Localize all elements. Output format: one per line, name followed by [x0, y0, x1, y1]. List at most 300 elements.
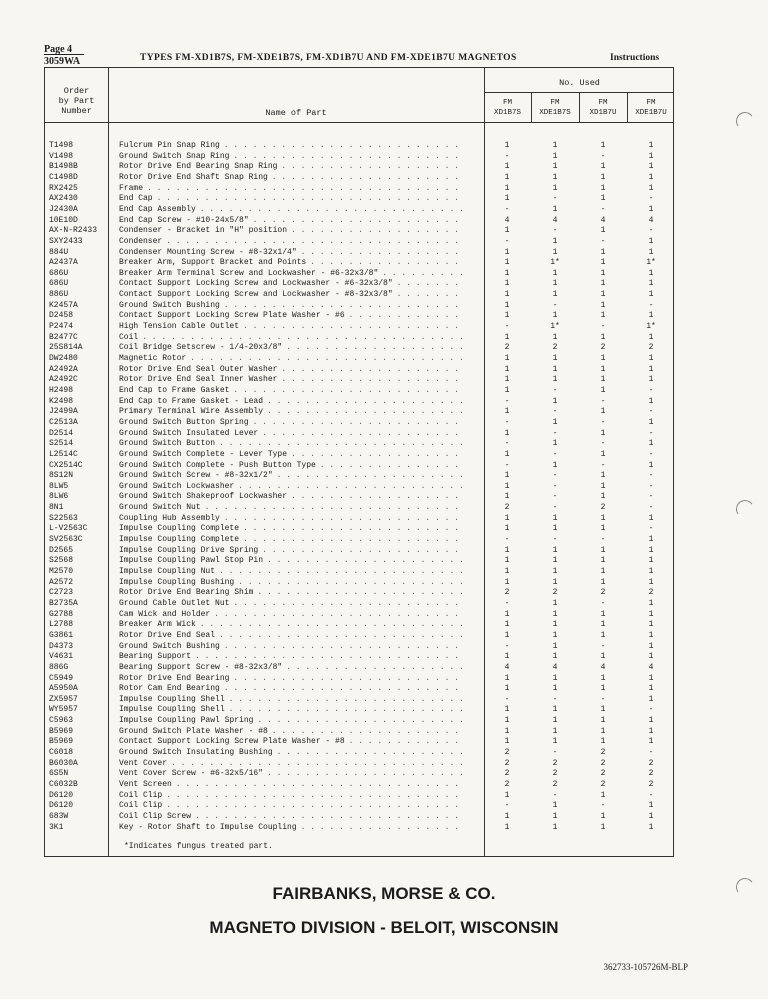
part-name: Contact Support Locking Screw and Lockwasher - #8-32x3/8": [119, 290, 393, 300]
quantity-cell: 1*: [550, 258, 560, 268]
quantity-cell: 1: [504, 428, 510, 438]
part-name: Coil Clip: [119, 790, 163, 800]
quantity-cell: 1: [648, 545, 654, 555]
part-number: WY5957: [49, 705, 78, 715]
quantity-cell: 1: [504, 673, 510, 683]
leader-dots: . . . . . . . . . . . . . . . . . . . . . .: [257, 588, 464, 598]
part-number: 6S5N: [49, 769, 69, 779]
part-number: A2492C: [49, 375, 78, 385]
part-number: C2513A: [49, 417, 78, 427]
leader-dots: . . . . . . . . . . . . . . . . . . .: [281, 375, 460, 385]
quantity-cell: 1: [504, 556, 510, 566]
part-number: J2499A: [49, 407, 78, 417]
used-column-header: No. Used: [559, 78, 600, 88]
leader-dots: . . . . . . . . . . . . . . . . . .: [291, 226, 460, 236]
quantity-cell: 1: [504, 290, 510, 300]
quantity-cell: 1: [600, 364, 606, 374]
quantity-cell: 1: [504, 407, 510, 417]
table-row: [45, 322, 675, 333]
quantity-cell: 1: [552, 375, 558, 385]
model-header: FM XDE1B7S: [539, 99, 571, 117]
leader-dots: . . . . . . . . . . . . . . . . . . .: [281, 364, 460, 374]
quantity-cell: 1: [552, 524, 558, 534]
punch-hole-icon: [735, 499, 756, 520]
leader-dots: . . . . . . . . . . . . . . . . . . .: [281, 162, 460, 172]
leader-dots: . . . . . . . . . . . . . . . . . . . .: [271, 172, 460, 182]
quantity-cell: 1: [552, 354, 558, 363]
quantity-cell: 1: [552, 630, 558, 640]
quantity-cell: 1: [600, 524, 606, 534]
quantity-cell: 1: [600, 279, 606, 289]
part-name: Ground Switch Insulating Bushing: [119, 748, 273, 758]
part-number: 8N1: [49, 503, 64, 513]
quantity-cell: 4: [648, 662, 654, 672]
part-name: High Tension Cable Outlet: [119, 322, 240, 332]
quantity-cell: 1: [600, 141, 606, 150]
part-name: End Cap to Frame Gasket: [119, 385, 230, 395]
part-number: C5963: [49, 716, 74, 726]
quantity-cell: 2: [600, 769, 606, 779]
part-number: L2514C: [49, 449, 78, 459]
table-row: [45, 801, 675, 812]
table-row: [45, 194, 675, 205]
table-row: [45, 514, 675, 525]
part-name: Condenser - Bracket in "H" position: [119, 226, 288, 236]
quantity-cell: 1: [504, 524, 510, 534]
quantity-cell: 1: [504, 481, 510, 491]
part-name: Ground Switch Screw - #8-32x1/2": [119, 471, 273, 481]
quantity-cell: 2: [552, 758, 558, 768]
part-number: 3K1: [49, 822, 64, 832]
quantity-cell: 1: [648, 513, 654, 523]
quantity-cell: 4: [600, 215, 606, 225]
part-name: Impulse Coupling Shell: [119, 705, 225, 715]
section-label: Instructions: [610, 53, 660, 63]
part-number: 8S12N: [49, 471, 74, 481]
name-column-header: Name of Part: [265, 108, 327, 118]
quantity-cell: 1: [600, 258, 606, 268]
quantity-cell: 1: [600, 428, 606, 438]
quantity-cell: 1: [504, 630, 510, 640]
table-row: [45, 620, 675, 631]
leader-dots: . . . . . . . . . . . . . . . . . . . . . . . . . . . . . . .: [166, 801, 460, 811]
quantity-cell: 1: [648, 620, 654, 630]
leader-dots: . . . . . . . . . . . . . . . . . . . . . . . . . . .: [204, 503, 460, 513]
part-name: Rotor Drive End Bearing Shim: [119, 588, 254, 598]
part-name: Rotor Drive End Seal Outer Washer: [119, 364, 278, 374]
part-number: A5950A: [49, 684, 78, 694]
leader-dots: . . . . . . . . . . . . . . . . . . . . . . . . .: [228, 705, 464, 715]
quantity-cell: 2: [504, 769, 510, 779]
quantity-cell: 1: [600, 407, 606, 417]
quantity-cell: 1: [648, 726, 654, 736]
quantity-cell: 2: [552, 588, 558, 598]
quantity-cell: -: [648, 385, 654, 395]
part-number: V4631: [49, 652, 74, 662]
table-row: [45, 695, 675, 706]
quantity-cell: 4: [552, 215, 558, 225]
division-name: MAGNETO DIVISION - BELOIT, WISCONSIN: [209, 918, 559, 937]
part-number: 8LW5: [49, 481, 69, 491]
table-row: [45, 727, 675, 738]
quantity-cell: -: [600, 151, 606, 161]
quantity-cell: 1: [648, 183, 654, 193]
quantity-cell: 4: [648, 215, 654, 225]
quantity-cell: 1: [504, 545, 510, 555]
quantity-cell: 1: [504, 684, 510, 694]
leader-dots: . . . . . . . . . . . . . . . . . .: [291, 492, 460, 502]
quantity-cell: 2: [648, 780, 654, 789]
quantity-cell: 1: [504, 183, 510, 193]
part-number: B6030A: [49, 758, 78, 768]
quantity-cell: 1: [648, 364, 654, 374]
part-number: K2498: [49, 396, 74, 406]
part-name: Coil Clip: [119, 801, 163, 811]
part-number: ZX5957: [49, 694, 78, 704]
quantity-cell: -: [552, 407, 558, 417]
leader-dots: . . . . . . . . . . . . . . . . . . . . .: [267, 407, 464, 417]
quantity-cell: 2: [552, 780, 558, 789]
quantity-cell: 2: [552, 343, 558, 353]
leader-dots: . . . . . . . . . . . . . . . . . . . . . . . . . . . .: [199, 204, 464, 214]
part-name: Ground Switch Insulated Lever: [119, 428, 259, 438]
quantity-cell: 1: [600, 652, 606, 662]
part-name: Fulcrum Pin Snap Ring: [119, 141, 220, 150]
table-row: [45, 279, 675, 290]
leader-dots: . . . . . . . . . . . . . . . . . . . . . . . . . .: [219, 567, 464, 576]
part-number: B2735A: [49, 598, 78, 608]
quantity-cell: -: [648, 407, 654, 417]
leader-dots: . . . . . . . . . . . . . . . . . . . . . . . . . . . . . . .: [171, 758, 464, 768]
part-number: CX2514C: [49, 460, 83, 470]
leader-dots: . . . . . . . . . . . . . . . . . . . . . . . . . . . . . . .: [166, 236, 460, 246]
quantity-cell: 2: [504, 748, 510, 758]
part-name: Breaker Arm Wick: [119, 620, 196, 630]
table-row: [45, 759, 675, 770]
quantity-cell: 1: [600, 354, 606, 363]
quantity-cell: 2: [600, 758, 606, 768]
quantity-cell: -: [648, 524, 654, 534]
quantity-cell: -: [648, 300, 654, 310]
part-number: S22563: [49, 513, 78, 523]
quantity-cell: 1: [648, 673, 654, 683]
part-number: D2565: [49, 545, 74, 555]
quantity-cell: 1: [552, 609, 558, 619]
quantity-cell: 1: [552, 716, 558, 726]
quantity-cell: -: [552, 300, 558, 310]
quantity-cell: -: [600, 322, 606, 332]
table-row: [45, 397, 675, 408]
model-header: FM XDE1B7U: [635, 99, 667, 117]
leader-dots: . . . . . . . . . . . .: [348, 311, 460, 321]
leader-dots: . . . . . . . . . . . . . . . . . . . . . . . . . . . .: [195, 811, 460, 821]
part-number: AX-N-R2433: [49, 226, 98, 236]
quantity-cell: 1: [648, 354, 654, 363]
leader-dots: . . . . . . . . . . . . . . . . . . . . . . . . .: [223, 684, 460, 694]
part-name: Ground Switch Complete - Lever Type: [119, 449, 288, 459]
quantity-cell: -: [648, 492, 654, 502]
part-name: Cam Wick and Holder: [119, 609, 211, 619]
quantity-cell: -: [648, 471, 654, 481]
leader-dots: . . . . . . . . . . . . . . . . . .: [291, 449, 460, 459]
quantity-cell: 1: [648, 460, 654, 470]
quantity-cell: 2: [600, 748, 606, 758]
part-number: 886G: [49, 662, 69, 672]
table-row: [45, 663, 675, 674]
leader-dots: . . . . . . . . . . . . . . . . . . . . . . . . .: [228, 694, 464, 704]
quantity-cell: 1: [600, 385, 606, 395]
quantity-cell: 1: [600, 790, 606, 800]
leader-dots: . . . . . . . . . . . . . . . . . . . . . . . . . . . .: [199, 620, 464, 630]
table-row: [45, 375, 675, 386]
part-number: M2570: [49, 567, 74, 576]
part-name: Coil Clip Screw: [119, 811, 192, 821]
table-row: [45, 556, 675, 567]
quantity-cell: -: [648, 705, 654, 715]
punch-hole-icon: [735, 111, 756, 132]
quantity-cell: -: [504, 151, 510, 161]
table-row: [45, 301, 675, 312]
part-number: A2492A: [49, 364, 78, 374]
leader-dots: . . . . . . . . . . . . . . . . . . . . . . . . . .: [214, 609, 460, 619]
quantity-cell: 1: [552, 545, 558, 555]
quantity-cell: 1: [552, 705, 558, 715]
quantity-cell: 1: [648, 598, 654, 608]
quantity-cell: 1: [552, 822, 558, 832]
leader-dots: . . . . . . . . . . . . . . . . . . . . . . .: [243, 535, 460, 545]
quantity-cell: -: [504, 694, 510, 704]
quantity-cell: 1: [504, 162, 510, 172]
quantity-cell: 1: [552, 151, 558, 161]
part-number: G3861: [49, 630, 74, 640]
quantity-cell: 1: [504, 449, 510, 459]
leader-dots: . . . . . . . . . . . . . . . . . . . . . . . . . . . . . . . . .: [147, 183, 460, 193]
leader-dots: . . . . . . . . .: [382, 268, 464, 278]
quantity-cell: 2: [648, 769, 654, 779]
quantity-cell: -: [504, 396, 510, 406]
document-code: 3059WA: [44, 56, 81, 67]
part-name: Impulse Coupling Drive Spring: [119, 545, 259, 555]
table-row: [45, 652, 675, 663]
part-number: B1498B: [49, 162, 78, 172]
table-row: [45, 578, 675, 589]
quantity-cell: 1: [552, 737, 558, 747]
leader-dots: . . . . . . . . . . . . . . . . . . . . . . . .: [233, 385, 460, 395]
table-row: [45, 226, 675, 237]
table-row: [45, 205, 675, 216]
quantity-cell: 1: [648, 716, 654, 726]
quantity-cell: 1: [648, 822, 654, 832]
leader-dots: . . . . . . . . . . . . . . . . . . . . . .: [257, 716, 464, 726]
part-number: K2457A: [49, 300, 78, 310]
quantity-cell: 1: [648, 204, 654, 214]
leader-dots: . . . . . . . . . . . . . . . . . . .: [286, 343, 464, 353]
table-row: [45, 365, 675, 376]
table-row: [45, 503, 675, 514]
table-row: [45, 482, 675, 493]
quantity-cell: 1: [504, 716, 510, 726]
quantity-cell: 1: [600, 620, 606, 630]
table-row: [45, 610, 675, 621]
part-number: D2458: [49, 311, 74, 321]
part-name: Breaker Arm, Support Bracket and Points: [119, 258, 307, 268]
leader-dots: . . . . . . . . . . . . . . . . . . . . .: [267, 396, 464, 406]
part-name: Rotor Drive End Seal Inner Washer: [119, 375, 278, 385]
quantity-cell: -: [600, 598, 606, 608]
table-row: [45, 237, 675, 248]
quantity-cell: 1: [552, 141, 558, 150]
quantity-cell: 1: [552, 332, 558, 342]
table-row: [45, 823, 675, 834]
table-row: [45, 674, 675, 685]
table-row: [45, 716, 675, 727]
quantity-cell: 1: [648, 801, 654, 811]
quantity-cell: -: [600, 460, 606, 470]
part-number: D4373: [49, 641, 74, 651]
quantity-cell: 1*: [646, 258, 656, 268]
part-name: Ground Switch Snap Ring: [119, 151, 230, 161]
quantity-cell: 1: [600, 684, 606, 694]
header-divider: [484, 92, 673, 93]
quantity-cell: -: [648, 194, 654, 204]
table-row: [45, 141, 675, 152]
table-row: [45, 343, 675, 354]
part-name: Impulse Coupling Shell: [119, 694, 225, 704]
part-name: Ground Switch Nut: [119, 503, 201, 513]
quantity-cell: -: [600, 236, 606, 246]
quantity-cell: 1: [648, 535, 654, 545]
quantity-cell: 1: [552, 598, 558, 608]
part-name: Rotor Drive End Bearing: [119, 673, 230, 683]
table-row: [45, 535, 675, 546]
quantity-cell: -: [600, 535, 606, 545]
part-number: J2430A: [49, 204, 78, 214]
quantity-cell: 1: [600, 822, 606, 832]
part-name: Vent Cover Screw - #6-32x5/16": [119, 769, 264, 779]
part-name: Rotor Drive End Bearing Snap Ring: [119, 162, 278, 172]
quantity-cell: -: [552, 226, 558, 236]
part-name: Ground Switch Shakeproof Lockwasher: [119, 492, 288, 502]
parts-table: [44, 67, 674, 857]
quantity-cell: 2: [600, 780, 606, 789]
quantity-cell: 1: [552, 556, 558, 566]
quantity-cell: -: [600, 417, 606, 427]
quantity-cell: 1: [600, 449, 606, 459]
quantity-cell: -: [600, 439, 606, 449]
quantity-cell: -: [504, 598, 510, 608]
table-row: [45, 439, 675, 450]
part-number: C5949: [49, 673, 74, 683]
quantity-cell: 1: [504, 790, 510, 800]
part-number: C6032B: [49, 780, 78, 789]
table-row: [45, 546, 675, 557]
part-number: H2498: [49, 385, 74, 395]
table-row: [45, 737, 675, 748]
table-row: [45, 173, 675, 184]
leader-dots: . . . . . . . . . . . . . . . . . . . . .: [262, 545, 460, 555]
quantity-cell: 1: [648, 417, 654, 427]
print-code: 362733-105726M-BLP: [603, 962, 688, 972]
quantity-cell: 1: [600, 513, 606, 523]
quantity-cell: -: [552, 471, 558, 481]
table-row: [45, 429, 675, 440]
leader-dots: . . . . . . . . . . . . . . . . . . .: [286, 662, 464, 672]
leader-dots: . . . . . . . . . . . . . . . . . . . . . .: [252, 215, 460, 225]
table-row: [45, 748, 675, 759]
part-number: D2514: [49, 428, 74, 438]
table-row: [45, 184, 675, 195]
table-row: [45, 461, 675, 472]
quantity-cell: 2: [600, 588, 606, 598]
quantity-cell: 1: [648, 652, 654, 662]
table-row: [45, 524, 675, 535]
quantity-cell: 1: [600, 162, 606, 172]
quantity-cell: 1: [504, 354, 510, 363]
quantity-cell: 1: [600, 811, 606, 821]
table-row: [45, 290, 675, 301]
part-name: Bearing Support Screw - #8-32x3/8": [119, 662, 283, 672]
quantity-cell: 1: [648, 268, 654, 278]
quantity-cell: 1: [504, 492, 510, 502]
quantity-cell: 1: [600, 630, 606, 640]
quantity-cell: 1: [504, 705, 510, 715]
part-number: T1498: [49, 141, 74, 150]
leader-dots: . . . . . . . . . . . . . . . .: [310, 258, 460, 268]
quantity-cell: 1: [552, 204, 558, 214]
page-title: TYPES FM-XD1B7S, FM-XDE1B7S, FM-XD1B7U AND FM-XDE1B7U MAGNETOS: [140, 53, 517, 63]
part-name: Ground Switch Bushing: [119, 641, 220, 651]
quantity-cell: 1: [600, 545, 606, 555]
quantity-cell: 1: [648, 247, 654, 257]
quantity-cell: 1: [552, 247, 558, 257]
quantity-cell: -: [552, 492, 558, 502]
quantity-cell: 4: [552, 662, 558, 672]
quantity-cell: 1: [552, 801, 558, 811]
part-number: AX2430: [49, 194, 78, 204]
part-name: Primary Terminal Wire Assembly: [119, 407, 264, 417]
part-name: Ground Switch Complete - Push Button Type: [119, 460, 316, 470]
leader-dots: . . . . . . . . . . . . . . . . . . . . . . . . . . . .: [195, 652, 460, 662]
quantity-cell: 1: [648, 279, 654, 289]
quantity-cell: 1: [552, 684, 558, 694]
quantity-cell: 1: [504, 332, 510, 342]
leader-dots: . . . . . . . . . . . . . . . . . . . . . . . . . .: [219, 439, 464, 449]
table-row: [45, 269, 675, 280]
part-name: Coil Bridge Setscrew - 1/4-20x3/8": [119, 343, 283, 353]
quantity-cell: 1: [504, 385, 510, 395]
table-row: [45, 216, 675, 227]
part-number: B2477C: [49, 332, 78, 342]
leader-dots: . . . . . . . . . . . . . . . . . . . . . . . . . . . . . . .: [166, 790, 460, 800]
quantity-cell: -: [552, 428, 558, 438]
part-name: Impulse Coupling Complete: [119, 524, 240, 534]
header-underline: [44, 54, 84, 55]
part-number: SV2563C: [49, 535, 83, 545]
quantity-cell: 1: [504, 513, 510, 523]
part-number: A2437A: [49, 258, 78, 268]
quantity-cell: 2: [600, 503, 606, 513]
quantity-cell: 1: [552, 396, 558, 406]
part-number: B5969: [49, 726, 74, 736]
table-row: [45, 567, 675, 578]
leader-dots: . . . . . . . . . . . . . . . . . . . . . . . . . . . . . . . . . .: [142, 332, 464, 342]
quantity-cell: -: [504, 641, 510, 651]
quantity-cell: 1: [600, 556, 606, 566]
quantity-cell: 1: [552, 311, 558, 321]
part-number: G2788: [49, 609, 74, 619]
quantity-cell: 1: [648, 375, 654, 385]
quantity-cell: 1: [504, 567, 510, 576]
